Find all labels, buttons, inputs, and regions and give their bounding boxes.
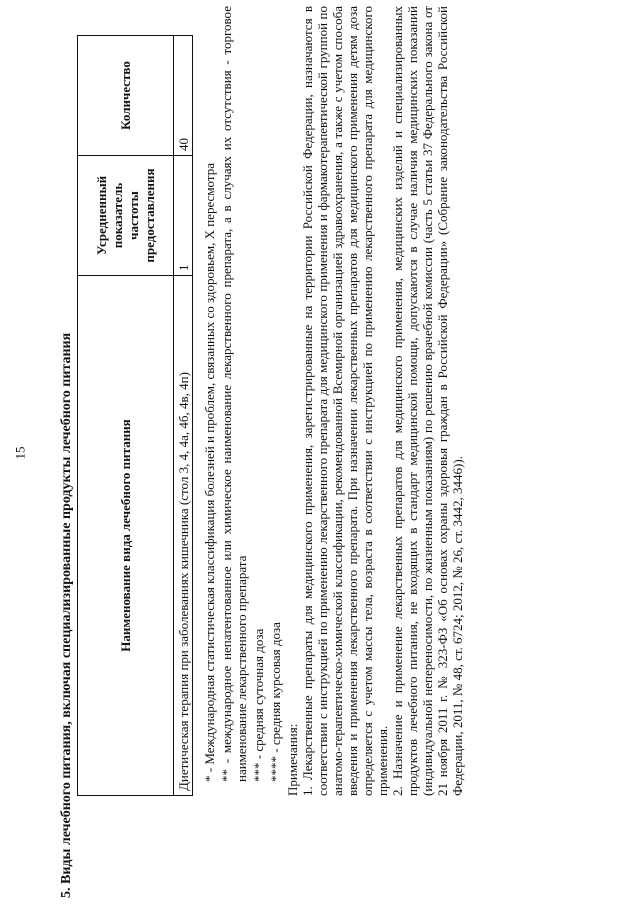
nutrition-table: [77, 35, 193, 796]
cell-quantity: 40: [174, 36, 193, 156]
header-frequency: Усредненный показатель частоты предоставления: [78, 156, 174, 276]
footnote: **** - средняя курсовая доза: [268, 622, 283, 782]
footnote: ** - международное непатентованное или химическое наименование лекарственного препарата, а в случаях их отсутствия - торговое наименование лекарственного препарата: [219, 6, 249, 782]
note-paragraph: 2. Назначение и применение лекарственных препаратов для медицинского применения, медицинских изделий и специализированных продуктов лечебного питания, не входящих в стандарт медицинской помощи, допускаются в случае наличия медицинских показаний (индивидуальной непереносимости, по жизненным показаниям) по решению врачебной комиссии (часть 5 статьи 37 Федерального закона от 21 ноября 2011 г. № 323-ФЗ «Об основах охраны здоровья граждан в Российской Федерации» (Собрание законодательства Российской Федерации, 2011, № 48, ст. 6724; 2012, № 26, ст. 3442, 3446)).: [390, 6, 465, 796]
cell-diet-name: Диетическая терапия при заболеваниях кишечника (стол 3, 4, 4а, 4б, 4в, 4п): [174, 276, 193, 796]
section-title: 5. Виды лечебного питания, включая специализированные продукты лечебного питания: [59, 332, 74, 898]
footnote: * - Международная статистическая классификация болезней и проблем, связанных со здоровьем, X пересмотра: [202, 163, 217, 782]
notes-block: [202, 6, 465, 796]
table-row: [174, 36, 193, 796]
note-paragraph: 1. Лекарственные препараты для медицинского применения, зарегистрированные на территории Российской Федерации, назначаются в соответствии с инструкцией по применению лекарственного препарата для медицинского применения и фармакотерапевтической группой по анатомо-терапевтическо-химической классификации, рекомендованной Всемирной организацией здравоохранения, а также с учетом способа введения и применения лекарственного препарата. При назначении лекарственных препаратов для медицинского применения детям доза определяется с учетом массы тела, возраста в соответствии с инструкцией по применению лекарственного препарата для медицинского применения.: [300, 6, 390, 796]
footnote: *** - средняя суточная доза: [251, 628, 266, 782]
rotated-page-content: [55, 0, 525, 898]
notes-heading: Примечания:: [285, 723, 300, 796]
header-name: Наименование вида лечебного питания: [78, 276, 174, 796]
table-header-row: [78, 36, 174, 796]
header-quantity: Количество: [78, 36, 174, 156]
cell-frequency: 1: [174, 156, 193, 276]
page-number: 15: [12, 446, 28, 460]
